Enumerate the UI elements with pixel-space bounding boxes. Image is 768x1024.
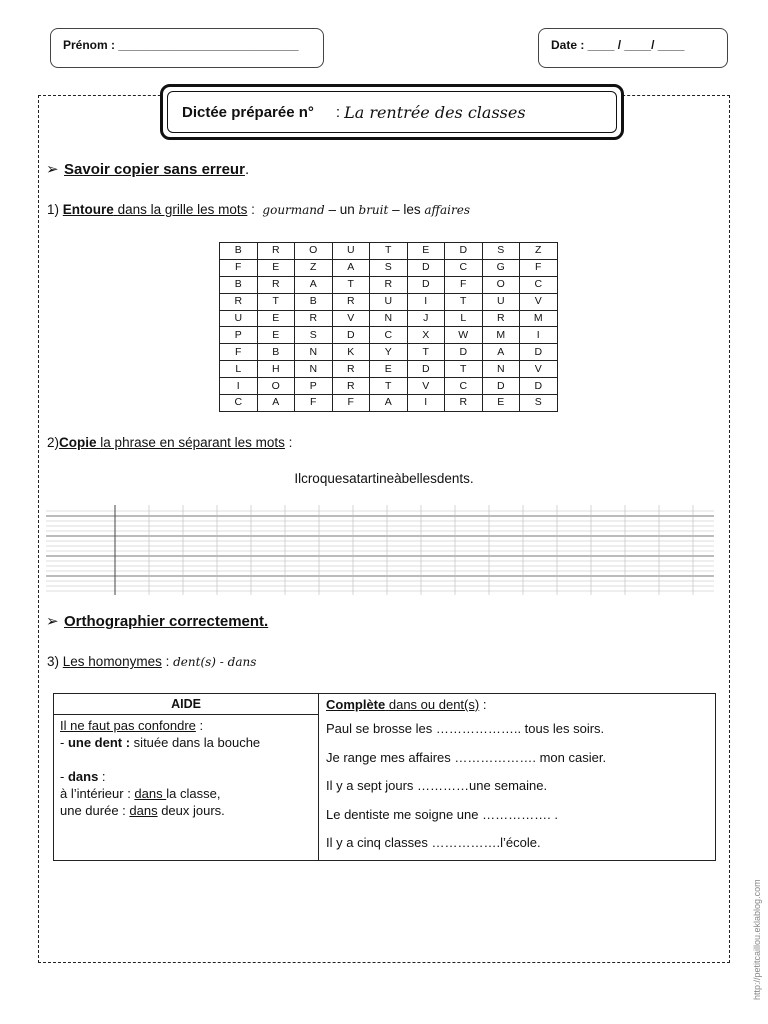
grid-cell[interactable]: N [482,361,520,378]
word-affaires: affaires [424,203,471,217]
grid-cell[interactable]: V [332,310,370,327]
grid-cell[interactable]: D [445,344,483,361]
grid-cell[interactable]: I [407,395,445,412]
exercise-1-colon: : [247,202,255,217]
grid-cell[interactable]: L [220,361,258,378]
grid-cell[interactable]: V [520,361,558,378]
grid-row [220,243,558,260]
grid-cell[interactable]: E [482,395,520,412]
complete-colon: : [479,697,487,712]
aide-dans-colon: : [98,769,106,784]
grid-cell[interactable]: U [220,310,258,327]
grid-cell[interactable]: R [370,276,408,293]
grid-row [220,327,558,344]
grid-cell[interactable]: D [520,344,558,361]
grid-cell[interactable]: C [370,327,408,344]
title-box [160,84,624,140]
grid-cell[interactable]: U [332,243,370,260]
aide-une-dent: une dent : [67,735,131,750]
exercise-2-verb: Copie [59,435,97,450]
exercise-3-colon: : [161,654,174,669]
grid-cell[interactable]: A [295,276,333,293]
grid-cell[interactable]: B [220,276,258,293]
grid-cell[interactable]: C [445,378,483,395]
grid-cell[interactable]: L [445,310,483,327]
title-colon: : [335,103,341,121]
grid-cell[interactable]: F [445,276,483,293]
word-search-grid[interactable] [219,242,558,412]
grid-cell[interactable]: X [407,327,445,344]
grid-row [220,310,558,327]
grid-cell[interactable]: R [257,276,295,293]
grid-cell[interactable]: R [332,378,370,395]
grid-cell[interactable]: F [220,344,258,361]
grid-cell[interactable]: F [520,259,558,276]
aide-interieur: à l’intérieur : [60,786,135,801]
aide-classe: la classe, [166,786,221,801]
aide-heading: AIDE [54,694,318,715]
fill-sentence-4[interactable]: Le dentiste me soigne une ……………. . [326,806,558,822]
title-theme: La rentrée des classes [344,102,526,122]
grid-row [220,276,558,293]
grid-cell[interactable]: R [332,361,370,378]
word-bruit: bruit [358,203,389,217]
grid-cell[interactable]: W [445,327,483,344]
prenom-label: Prénom : ___________________________ [63,38,299,52]
aide-line-1-colon: : [195,718,204,733]
aide-line-1: Il ne faut pas confondre [60,718,196,733]
grid-cell[interactable]: S [295,327,333,344]
grid-cell[interactable]: H [257,361,295,378]
grid-cell[interactable]: R [220,293,258,310]
grid-cell[interactable]: E [257,310,295,327]
grid-cell[interactable]: U [370,293,408,310]
grid-cell[interactable]: V [520,293,558,310]
word-separator: – les [388,202,425,217]
grid-cell[interactable]: A [370,395,408,412]
grid-cell[interactable]: N [295,344,333,361]
fill-sentence-3[interactable]: Il y a sept jours …………une semaine. [326,778,548,793]
grid-cell[interactable]: D [407,361,445,378]
aide-une-dent-def: située dans la bouche [130,735,261,750]
exercise-1-instruction [47,202,470,217]
grid-cell[interactable]: Z [295,259,333,276]
grid-cell[interactable]: A [482,344,520,361]
grid-cell[interactable]: P [295,378,333,395]
exercise-1-number: 1) [47,202,60,217]
aide-dans-example: dans [129,803,158,818]
grid-cell[interactable]: S [482,243,520,260]
grid-row [220,361,558,378]
grid-cell[interactable]: A [332,259,370,276]
exercise-1-text: dans la grille les mots [117,202,248,217]
grid-row [220,395,558,412]
grid-cell[interactable]: O [295,243,333,260]
grid-cell[interactable]: F [332,395,370,412]
fill-sentence-1[interactable]: Paul se brosse les ……………….. tous les soirs. [326,721,605,736]
grid-cell[interactable]: U [482,293,520,310]
exercise-1-verb: Entoure [62,202,114,217]
grid-cell[interactable]: Z [520,243,558,260]
grid-cell[interactable]: E [407,243,445,260]
grid-cell[interactable]: O [257,378,295,395]
grid-cell[interactable]: C [520,276,558,293]
sentence-to-copy: Ilcroquesatartineàbellesdents. [294,471,474,486]
grid-cell[interactable]: R [257,243,295,260]
exercise-2-colon: : [284,435,293,450]
grid-cell[interactable]: D [332,327,370,344]
grid-cell[interactable]: T [445,293,483,310]
aide-dash: - [60,735,68,750]
grid-cell[interactable]: I [520,327,558,344]
grid-cell[interactable]: I [220,378,258,395]
grid-row [220,293,558,310]
section-copy-period: . [244,161,250,178]
source-url: http://petitcaillou.eklablog.com [752,879,762,1000]
grid-cell[interactable]: D [407,276,445,293]
aide-body [54,715,318,819]
exercise-3-number: 3) [47,654,60,669]
grid-cell[interactable]: R [332,293,370,310]
grid-cell[interactable]: E [257,259,295,276]
aide-dans-example: dans [134,786,167,801]
complete-verb: Complète [326,697,386,712]
grid-cell[interactable]: D [445,243,483,260]
aide-dans: dans [67,769,99,784]
page-title: Dictée préparée n° [182,103,314,121]
grid-cell[interactable]: T [370,243,408,260]
grid-cell[interactable]: O [482,276,520,293]
grid-cell[interactable]: F [220,259,258,276]
grid-cell[interactable]: M [520,310,558,327]
exercise-2-text: la phrase en séparant les mots [100,435,285,450]
complete-column [320,694,715,860]
grid-cell[interactable]: B [257,344,295,361]
date-label: Date : ____ / ____/ ____ [551,38,685,52]
exercise-3-label: Les homonymes [62,654,162,669]
section-spelling-title: Orthographier correctement. [64,613,269,630]
grid-row [220,259,558,276]
complete-heading [326,696,715,717]
grid-cell[interactable]: T [257,293,295,310]
grid-cell[interactable]: C [220,395,258,412]
grid-cell[interactable]: I [407,293,445,310]
grid-cell[interactable]: D [407,259,445,276]
section-copy-heading [46,160,249,178]
fill-sentence-5[interactable]: Il y a cinq classes …………….l’école. [326,835,541,850]
grid-cell[interactable]: G [482,259,520,276]
aide-column [54,694,319,860]
grid-cell[interactable]: F [295,395,333,412]
section-copy-title: Savoir copier sans erreur [64,161,245,178]
exercise-2-number: 2) [47,435,60,450]
grid-cell[interactable]: T [407,344,445,361]
grid-cell[interactable]: A [257,395,295,412]
section-spelling-heading [46,612,268,630]
date-field[interactable] [538,28,728,68]
grid-row [220,344,558,361]
grid-cell[interactable]: C [445,259,483,276]
homonym-table [53,693,716,861]
word-gourmand: gourmand [262,203,325,217]
grid-cell[interactable]: V [407,378,445,395]
prenom-field[interactable] [50,28,324,68]
grid-cell[interactable]: P [220,327,258,344]
grid-cell[interactable]: E [257,327,295,344]
grid-cell[interactable]: N [370,310,408,327]
grid-cell[interactable]: B [220,243,258,260]
grid-cell[interactable]: M [482,327,520,344]
homonym-words: dent(s) - dans [173,655,257,669]
aide-deux-jours: deux jours. [157,803,225,818]
fill-sentence-2[interactable]: Je range mes affaires ………………. mon casier. [326,749,607,765]
grid-row [220,378,558,395]
word-separator: – un [324,202,359,217]
arrow-icon: ➢ [46,613,59,630]
grid-cell[interactable]: K [332,344,370,361]
grid-cell[interactable]: D [482,378,520,395]
aide-duree: une durée : [60,803,130,818]
grid-cell[interactable]: R [295,310,333,327]
writing-lines[interactable] [46,505,714,595]
grid-cell[interactable]: T [370,378,408,395]
grid-cell[interactable]: B [295,293,333,310]
grid-cell[interactable]: R [482,310,520,327]
aide-dash: - [60,769,68,784]
exercise-2-instruction [47,435,292,450]
grid-cell[interactable]: N [295,361,333,378]
grid-cell[interactable]: S [370,259,408,276]
exercise-3-instruction [47,654,256,669]
grid-cell[interactable]: S [520,395,558,412]
grid-cell[interactable]: J [407,310,445,327]
grid-cell[interactable]: R [445,395,483,412]
complete-text: dans ou dent(s) [388,697,480,712]
arrow-icon: ➢ [46,161,59,178]
grid-cell[interactable]: T [332,276,370,293]
grid-cell[interactable]: D [520,378,558,395]
grid-cell[interactable]: T [445,361,483,378]
grid-cell[interactable]: Y [370,344,408,361]
grid-cell[interactable]: E [370,361,408,378]
